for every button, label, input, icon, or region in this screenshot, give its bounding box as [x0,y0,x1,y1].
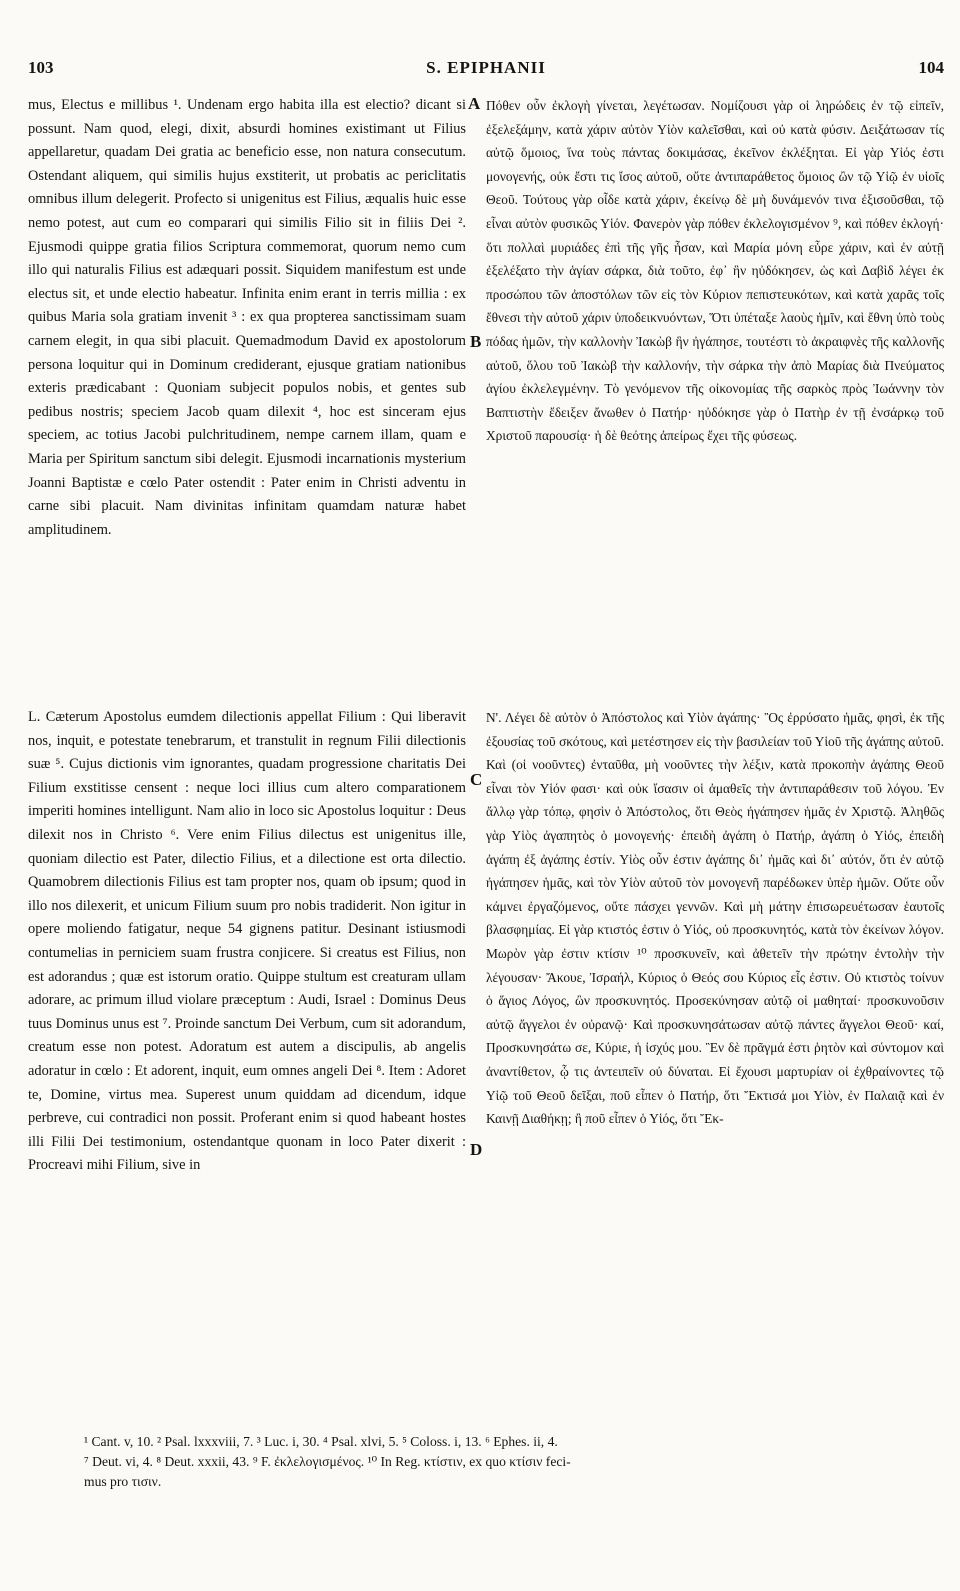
greek-paragraph-1: Πόθεν οὖν ἐκλογὴ γίνεται, λεγέτωσαν. Νομίζουσι γὰρ οἱ ληρώδεις ἐν τῷ εἰπεῖν, ἐξελεξάμην, κατὰ χάριν αὐτὸν Υἱὸν καλεῖσθαι, καὶ οὐ κατὰ φύσιν. Δειξάτωσαν τίς αὐτῷ ὅμοιος, ἵνα τοὺς πάντας δοκιμάσας, ἐκεῖνον ἐκλέξηται. Εἰ γὰρ Υἱός ἐστι μονογενής, οὐκ ἔστι τις ἴσος αὐτοῦ, οὔτε ἀντιπαράθετος ὅμοιος ὢν τῷ Υἱῷ ἐν υἱοῖς Θεοῦ. Τούτους γὰρ οἶδε κατὰ χάριν, ἐκείνῳ δὲ μὴ δυνάμενόν τινα ἐξισοῦσθαι, τῷ εἶναι αὐτὸν φυσικῶς Υἱόν. Φανερὸν γὰρ πόθεν ἐκλελογισμένον ⁹, καὶ πόθεν ἐκλογή· ὅτι πολλαὶ μυριάδες ἐπὶ τῆς γῆς ἦσαν, καὶ Μαρία μόνη εὗρε χάριν, καὶ ἐν αὐτῇ ἐξελέξατο τὴν ἁγίαν σάρκα, διὰ τοῦτο, ἐφ᾽ ἣν ηὐδόκησεν, ὡς καὶ Δαβὶδ λέγει ἐκ προσώπου τῶν ἀποστόλων τῶν εἰς τὸν Κύριον πεπιστευκότων, καὶ κατὰ χαρᾶς τοῖς ἔθνεσι τὴν αὐτοῦ χάριν ὑποδεικνυόντων, Ὅτι ὑπέταξε λαοὺς ἡμῖν, καὶ ἔθνη ὑπὸ τοὺς πόδας ἡμῶν, τὴν καλλονὴν Ἰακὼβ ἣν ἠγάπησε, τουτέστι τὸ ἀκραιφνὲς τῆς καλλονῆς αὐτοῦ, ὅλου τοῦ Ἰακὼβ τὴν καλλονήν, τὴν σάρκα τὴν ἀπὸ Μαρίας διὰ Πνεύματος ἁγίου ἐκλελεγμένην. Τὸ γενόμενον τῆς οἰκονομίας τῆς σαρκὸς πρὸς Ἰωάννην τὸν Βαπτιστὴν ἔδειξεν ἄνωθεν ὁ Πατήρ· ηὐδόκησε γὰρ ὁ Πατὴρ ἐν τῇ ἐνσάρκῳ τοῦ Χριστοῦ παρουσίᾳ· ἡ δὲ θεότης ἀπείρως ἔχει τῆς φύσεως. [486,98,944,444]
footnote-line: mus pro τισιν. [84,1474,162,1489]
running-header [28,58,944,86]
margin-letter-a: A [468,94,481,113]
footnotes [84,1432,944,1492]
running-title: S. EPIPHANII [426,58,546,77]
greek-paragraph-2: Ν'. Λέγει δὲ αὐτὸν ὁ Ἀπόστολος καὶ Υἱὸν ἀγάπης· Ὃς ἐρρύσατο ἡμᾶς, φησὶ, ἐκ τῆς ἐξουσίας τοῦ σκότους, καὶ μετέστησεν εἰς τὴν βασιλείαν τοῦ Υἱοῦ τῆς ἀγάπης αὐτοῦ. Καὶ (οἱ νοοῦντες) ἐνταῦθα, μὴ νοοῦντες τὴν λέξιν, κατὰ προκοπὴν ἀγάπης Θεοῦ εἶναι τὸν Υἱόν φασι· καὶ οὐκ ἴσασιν οἱ ἀμαθεῖς τὴν ἀντιπαράθεσιν τοῦ λόγου. Ἐν ἄλλῳ γὰρ τόπῳ, φησὶν ὁ Ἀπόστολος, ὅτι Θεὸς ἠγάπησεν ἡμᾶς ἐν Χριστῷ. Ἀληθῶς γὰρ Υἱὸς ἀγαπητὸς ὁ μονογενής· ἐπειδὴ ἀγάπη ὁ Πατήρ, ἀγάπη ὁ Υἱός, ἐπειδὴ ἀγάπη ἐξ ἀγάπης ἐστίν. Υἱὸς οὖν ἐστιν ἀγάπης δι᾽ ἡμᾶς καὶ δι᾽ αὐτόν, ὅτι ἐν αὐτῷ ἠγάπησεν ἡμᾶς, καὶ τὸν Υἱὸν αὐτοῦ τὸν μονογενῆ παρέδωκεν ὑπὲρ ἡμῶν. Οὔτε οὖν κάμνει ἐργαζόμενος, οὔτε πάσχει γεννῶν. Καὶ μὴ μάτην ἐπισωρευέτωσαν ἑαυτοῖς βλασφημίας. Εἰ γὰρ κτιστός ἐστιν ὁ Υἱός, οὐ προσκυνητός, κατὰ τὸν ἐκείνων λόγον. Μωρὸν γὰρ ἐστιν κτίσιν ¹⁰ προσκυνεῖν, καὶ ἀθετεῖν τὴν πρώτην ἐντολὴν τὴν λέγουσαν· Ἄκουε, Ἰσραήλ, Κύριος ὁ Θεός σου Κύριος εἷς ἐστιν. Οὐ κτιστὸς τοίνυν ὁ ἅγιος Λόγος, ὢν προσκυνητός. Προσεκύνησαν αὐτῷ οἱ μαθηταί· προσκυνοῦσιν αὐτῷ ἄγγελοι ἐν οὐρανῷ· Καὶ προσκυνησάτωσαν αὐτῷ πάντες ἄγγελοι Θεοῦ· καί, Προσκυνησάτω σε, Κύριε, ἡ ἰσχύς μου. Ἓν δὲ πρᾶγμά ἐστι ῥητὸν καὶ σύντομον καὶ ἀναντίθετον, ᾧ τις ἀντειπεῖν οὐ δύναται. Εἰ ἔχουσι μαρτυρίαν οἱ ἐχθραίνοντες τῷ Υἱῷ τοῦ Θεοῦ δεῖξαι, ποῦ εἶπεν ὁ Πατήρ, ὅτι Ἔκτισά μοι Υἱὸν, ἐν Παλαιᾷ καὶ ἐν Καινῇ Διαθήκῃ; ἢ ποῦ εἶπεν ὁ Υἱός, ὅτι Ἔκ- [486,710,944,1127]
footnote-line: ⁷ Deut. vi, 4. ⁸ Deut. xxxii, 43. ⁹ F. ἐκλελογισμένος. ¹⁰ In Reg. κτίστιν, ex quo κτίσιν feci- [84,1454,571,1469]
right-page-number: 104 [918,58,944,77]
latin-paragraph-1: mus, Electus e millibus ¹. Undenam ergo habita illa est electio? dicant si possunt. Nam quod, elegi, dixit, absurdi homines existimant ut Filius appellaretur, quadam Dei gratia ac beneficio esse, non natura consecutum. Ostendant aliquem, qui similis hujus exstiterit, ut probatis ac periclitatis omnibus illum delegerit. Profecto si unigenitus est Filius, æqualis huic esse nemo potest, aut cum eo comparari qui similis Filio sit in filiis Dei ². Ejusmodi quippe gratia filios Scriptura commemorat, quorum nemo cum illo qui naturalis Filius est adæquari possit. Siquidem manifestum est unde electus sit, et unde electio habeatur. Infinita enim erant in terris millia : ex quibus Maria sola gratiam invenit ³ : ex qua propterea sanctissimam suam carnem elegit, in qua sibi placuit. Quemadmodum David ex apostolorum persona loquitur qui in Dominum crediderant, ejusque gratiam nationibus exteris prædicabant : Quoniam subjecit populos nobis, et gentes sub pedibus nostris; speciem Jacob quam dilexit ⁴, hoc est sinceram ejus speciem, ac totius Jacobi pulchritudinem, nempe carnem illam, quam e Maria per Spiritum sanctum sibi delegit. Ejusmodi incarnationis mysterium Joanni Baptistæ e cœlo Pater ostendit : Pater enim in Christi adventu in carne sibi placuit. Nam divinitas infinitam quamdam naturæ habet amplitudinem. [28,97,466,538]
latin-paragraph-2: L. Cæterum Apostolus eumdem dilectionis appellat Filium : Qui liberavit nos, inquit, e potestate tenebrarum, et transtulit in regnum Filii dilectionis suæ ⁵. Cujus dictionis vim ignorantes, quadam progressione charitatis Dei Filium exstitisse censent : neque loci illius cum altero comparationem imperiti homines intelligunt. Nam alio in loco sic Apostolus loquitur : Deus dilexit nos in Christo ⁶. Vere enim Filius dilectus est unigenitus ille, quoniam dilectio est Pater, dilectio Filius, et a dilectione est orta dilectio. Quamobrem dilectionis Filius est tam propter nos, quam ob ipsum; quod in illo nos dilexerit, et unicum Filium suum pro nobis tradiderit. Non igitur in opere moliendo fatigatur, neque 54 gignens patitur. Desinant istiusmodi contumelias in perniciem suam frustra conjicere. Si creatus est Filius, non est adorandus ; quæ est istorum oratio. Quippe stultum est creaturam ullam adorare, ac primum illud violare præceptum : Audi, Israel : Dominus Deus tuus Dominus unus est ⁷. Proinde sanctum Dei Verbum, cum sit adorandum, creatum esse non potest. Adoratum est autem a discipulis, ab angelis adoratur in cœlo : Et adorent, inquit, eum omnes angeli Dei ⁸. Item : Adoret te, Domine, virtus mea. Superest unum quiddam ad dicendum, idque perbreve, cui contradici non possit. Proferant enim si quod habeant hostes illi Filii Dei testimonium, ostendantque quonam in loco Pater dixerit : Procreavi mihi Filium, sive in [28,709,466,1174]
latin-column [28,94,466,1424]
left-page-number: 103 [28,58,54,77]
footnote-line: ¹ Cant. v, 10. ² Psal. lxxxviii, 7. ³ Luc. i, 30. ⁴ Psal. xlvi, 5. ⁵ Coloss. i, 13. ⁶ Ephes. ii, 4. [84,1434,558,1449]
margin-letter-c: C [470,770,483,789]
margin-letter-d: D [470,1140,483,1159]
margin-letter-b: B [470,332,482,351]
greek-column [486,94,944,1424]
